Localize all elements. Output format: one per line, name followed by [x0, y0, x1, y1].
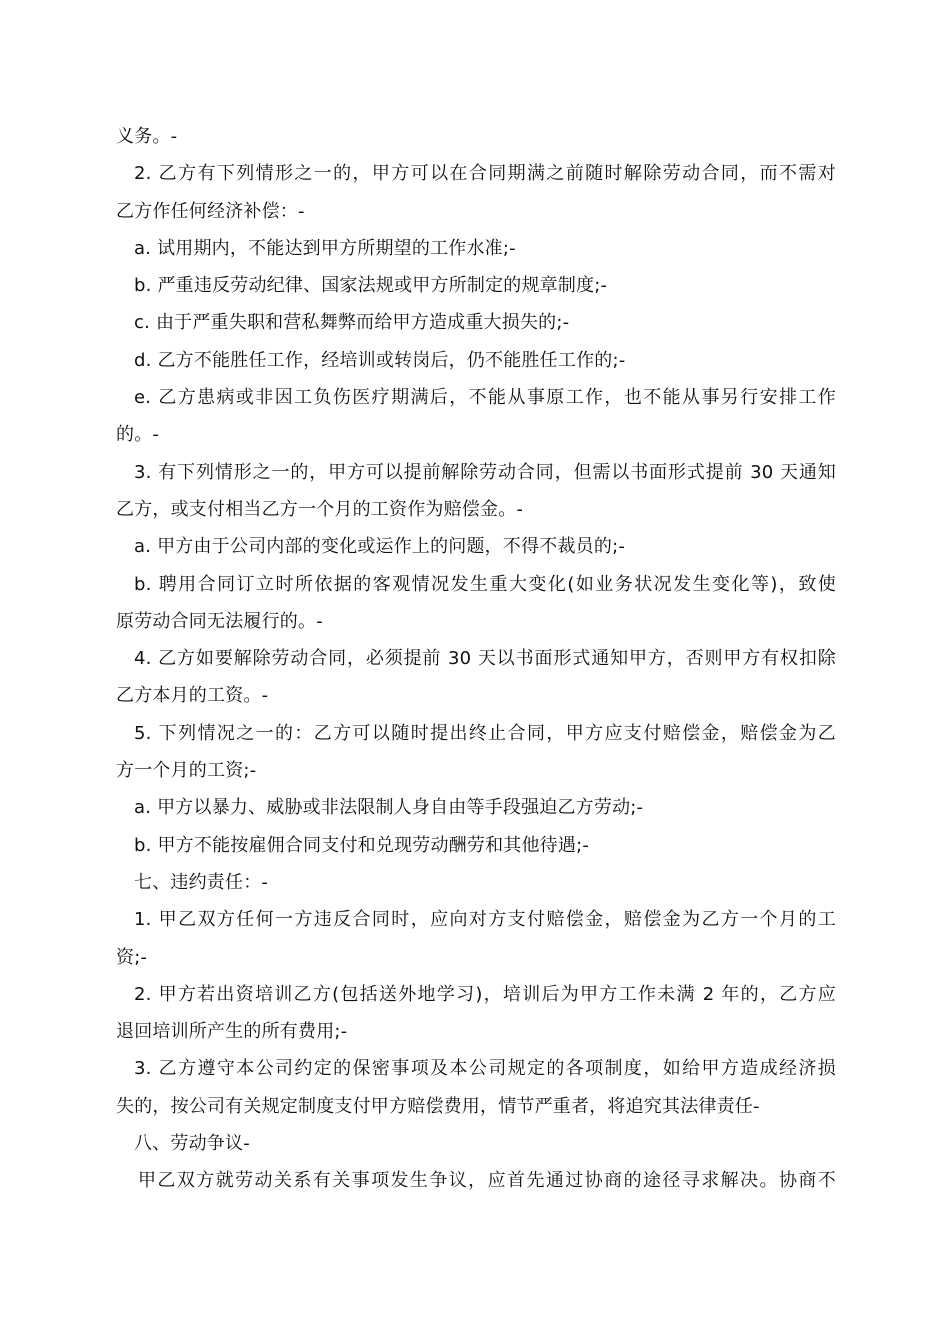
- text-line: 3. 有下列情形之一的，甲方可以提前解除劳动合同，但需以书面形式提前 30 天通知: [134, 461, 836, 483]
- text-line: 的。-: [116, 424, 160, 446]
- document-body: [116, 118, 836, 1200]
- text-line: 乙方本月的工资。-: [116, 685, 269, 707]
- text-line: 4. 乙方如要解除劳动合同，必须提前 30 天以书面形式通知甲方，否则甲方有权扣除: [134, 648, 836, 670]
- text-line: d. 乙方不能胜任工作，经培训或转岗后，仍不能胜任工作的;-: [134, 349, 626, 371]
- text-line: 乙方，或支付相当乙方一个月的工资作为赔偿金。-: [116, 498, 524, 520]
- text-line: b. 甲方不能按雇佣合同支付和兑现劳动酬劳和其他待遇;-: [134, 834, 590, 856]
- text-line: c. 由于严重失职和营私舞弊而给甲方造成重大损失的;-: [134, 312, 570, 334]
- text-line: 方一个月的工资;-: [116, 760, 257, 782]
- text-line: 乙方作任何经济补偿：-: [116, 200, 305, 222]
- text-line: 原劳动合同无法履行的。-: [116, 610, 323, 632]
- text-line: 2. 甲方若出资培训乙方(包括送外地学习)，培训后为甲方工作未满 2 年的，乙方应: [134, 983, 836, 1005]
- text-line: 2. 乙方有下列情形之一的，甲方可以在合同期满之前随时解除劳动合同，而不需对: [134, 163, 836, 185]
- text-line: 资;-: [116, 946, 148, 968]
- text-line: 1. 甲乙双方任何一方违反合同时，应向对方支付赔偿金，赔偿金为乙方一个月的工: [134, 909, 836, 931]
- text-line: a. 试用期内，不能达到甲方所期望的工作水准;-: [134, 237, 516, 259]
- section-heading: 八、劳动争议-: [134, 1133, 250, 1155]
- text-line: 失的，按公司有关规定制度支付甲方赔偿费用，情节严重者，将追究其法律责任-: [116, 1095, 760, 1117]
- text-line: a. 甲方由于公司内部的变化或运作上的问题，不得不裁员的;-: [134, 536, 626, 558]
- text-line: a. 甲方以暴力、威胁或非法限制人身自由等手段强迫乙方劳动;-: [134, 797, 644, 819]
- text-line: b. 严重违反劳动纪律、国家法规或甲方所制定的规章制度;-: [134, 275, 608, 297]
- text-line: 5. 下列情况之一的：乙方可以随时提出终止合同，甲方应支付赔偿金，赔偿金为乙: [134, 722, 836, 744]
- text-line: 退回培训所产生的所有费用;-: [116, 1021, 348, 1043]
- text-line: 3. 乙方遵守本公司约定的保密事项及本公司规定的各项制度，如给甲方造成经济损: [134, 1058, 836, 1080]
- text-line: b. 聘用合同订立时所依据的客观情况发生重大变化(如业务状况发生变化等)，致使: [134, 573, 836, 595]
- text-line: 义务。-: [116, 126, 178, 147]
- text-line: 甲乙双方就劳动关系有关事项发生争议，应首先通过协商的途径寻求解决。协商不: [138, 1170, 836, 1192]
- text-line: e. 乙方患病或非因工负伤医疗期满后，不能从事原工作，也不能从事另行安排工作: [134, 387, 836, 409]
- section-heading: 七、违约责任：-: [134, 871, 269, 893]
